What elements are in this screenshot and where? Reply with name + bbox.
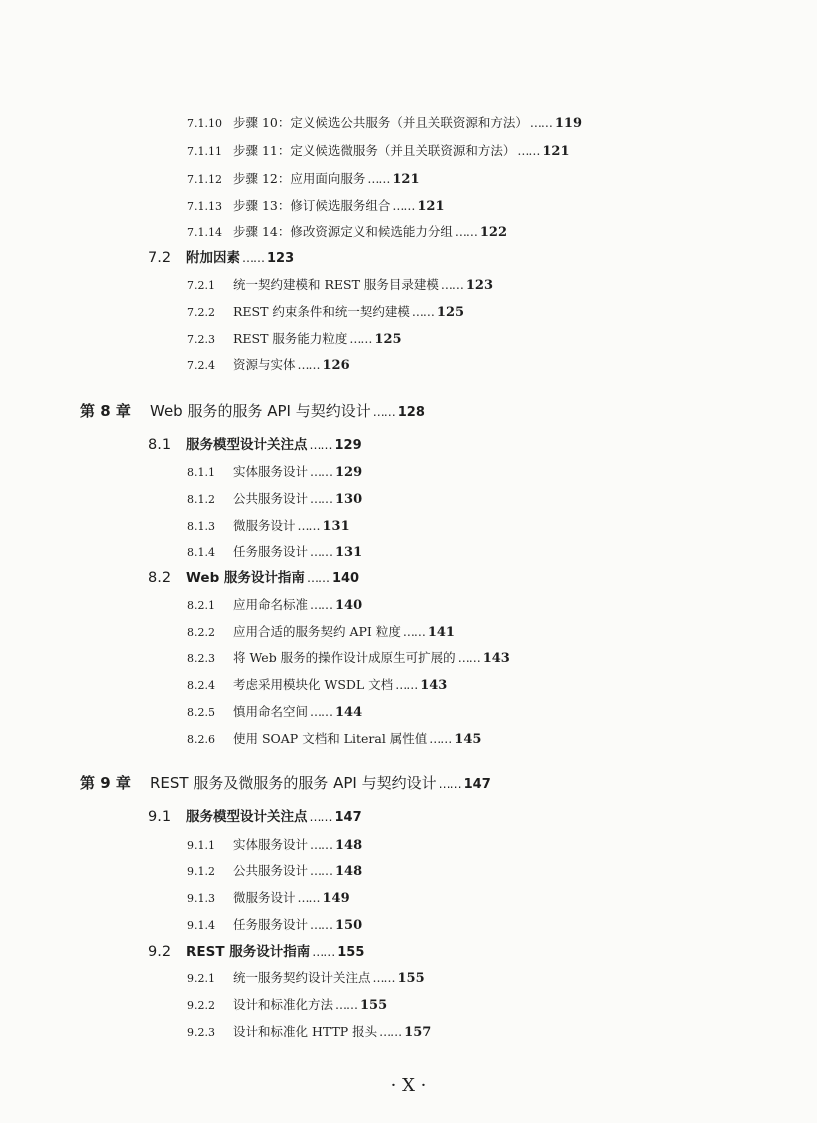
entry-title: 使用 SOAP 文档和 Literal 属性值 bbox=[233, 731, 428, 746]
entry-page: 129 bbox=[334, 438, 362, 453]
toc-entry[interactable] bbox=[187, 834, 362, 853]
dot-leader: …… bbox=[309, 438, 332, 452]
entry-number: 8.2.6 bbox=[187, 733, 215, 746]
dot-leader: …… bbox=[372, 405, 395, 419]
toc-entry[interactable] bbox=[187, 887, 350, 906]
entry-number: 8.1.3 bbox=[187, 520, 215, 533]
dot-leader: …… bbox=[392, 199, 415, 213]
entry-title: 实体服务设计 bbox=[233, 464, 309, 479]
entry-page: 155 bbox=[397, 971, 425, 986]
entry-title: 微服务设计 bbox=[233, 518, 296, 533]
entry-number: 9.1.1 bbox=[187, 839, 215, 852]
entry-number: 8.2.4 bbox=[187, 679, 215, 692]
entry-number: 9.2 bbox=[148, 944, 172, 960]
toc-entry[interactable] bbox=[148, 433, 362, 453]
dot-leader: …… bbox=[306, 571, 329, 585]
entry-page: 126 bbox=[322, 358, 350, 373]
toc-entry[interactable] bbox=[187, 488, 362, 507]
entry-title: 任务服务设计 bbox=[233, 544, 309, 559]
entry-number: 7.2 bbox=[148, 250, 172, 266]
chapter-page: 128 bbox=[397, 405, 425, 420]
entry-title: 步骤 10：定义候选公共服务（并且关联资源和方法） bbox=[233, 115, 528, 130]
entry-page: 150 bbox=[335, 918, 363, 933]
entry-number: 8.2.1 bbox=[187, 599, 215, 612]
entry-title: 任务服务设计 bbox=[233, 917, 309, 932]
entry-page: 157 bbox=[404, 1025, 432, 1040]
entry-title: 设计和标准化方法 bbox=[233, 997, 334, 1012]
toc-chapter[interactable] bbox=[80, 400, 425, 421]
toc-entry[interactable] bbox=[187, 701, 362, 720]
entry-title: 考虑采用模块化 WSDL 文档 bbox=[233, 677, 394, 692]
entry-title: 资源与实体 bbox=[233, 357, 296, 372]
entry-number: 9.2.2 bbox=[187, 999, 215, 1012]
dot-leader: …… bbox=[310, 838, 333, 852]
entry-title: 设计和标准化 HTTP 报头 bbox=[233, 1024, 378, 1039]
toc-entry[interactable] bbox=[187, 328, 402, 347]
entry-page: 147 bbox=[334, 810, 362, 825]
entry-page: 121 bbox=[417, 199, 445, 214]
chapter-number: 第 9 章 bbox=[80, 774, 131, 792]
dot-leader: …… bbox=[367, 172, 390, 186]
dot-leader: …… bbox=[454, 225, 477, 239]
chapter-number: 第 8 章 bbox=[80, 402, 131, 420]
entry-page: 148 bbox=[335, 864, 363, 879]
entry-number: 7.2.1 bbox=[187, 279, 215, 292]
toc-entry[interactable] bbox=[187, 1021, 431, 1040]
entry-page: 149 bbox=[322, 891, 350, 906]
entry-number: 8.1 bbox=[148, 437, 172, 453]
toc-entry[interactable] bbox=[187, 301, 464, 320]
toc-entry[interactable] bbox=[187, 168, 420, 187]
dot-leader: …… bbox=[429, 732, 452, 746]
entry-page: 130 bbox=[335, 492, 363, 507]
dot-leader: …… bbox=[411, 305, 434, 319]
entry-number: 7.1.14 bbox=[187, 226, 222, 239]
entry-page: 125 bbox=[374, 332, 402, 347]
entry-number: 9.1 bbox=[148, 809, 172, 825]
dot-leader: …… bbox=[297, 519, 320, 533]
entry-number: 8.2.2 bbox=[187, 626, 215, 639]
entry-page: 140 bbox=[335, 598, 363, 613]
entry-number: 9.1.2 bbox=[187, 865, 215, 878]
dot-leader: …… bbox=[310, 705, 333, 719]
toc-entry[interactable] bbox=[187, 515, 350, 534]
entry-number: 7.2.4 bbox=[187, 359, 215, 372]
dot-leader: …… bbox=[440, 278, 463, 292]
entry-title: 服务模型设计关注点 bbox=[186, 809, 308, 825]
dot-leader: …… bbox=[517, 144, 540, 158]
toc-entry[interactable] bbox=[187, 647, 510, 666]
dot-leader: …… bbox=[372, 971, 395, 985]
entry-page: 131 bbox=[322, 519, 350, 534]
dot-leader: …… bbox=[310, 492, 333, 506]
entry-page: 122 bbox=[479, 225, 508, 240]
dot-leader: …… bbox=[379, 1025, 402, 1039]
entry-title: 服务模型设计关注点 bbox=[186, 437, 308, 453]
entry-title: 统一服务契约设计关注点 bbox=[233, 970, 371, 985]
toc-entry[interactable] bbox=[187, 274, 493, 293]
entry-title: REST 服务能力粒度 bbox=[233, 331, 348, 346]
entry-page: 121 bbox=[542, 144, 570, 159]
entry-page: 155 bbox=[360, 998, 388, 1013]
entry-page: 123 bbox=[465, 278, 494, 293]
dot-leader: …… bbox=[529, 116, 552, 130]
toc-entry[interactable] bbox=[187, 541, 362, 560]
entry-title: 步骤 13：修订候选服务组合 bbox=[233, 198, 391, 213]
entry-page: 129 bbox=[335, 465, 363, 480]
entry-title: 统一契约建模和 REST 服务目录建模 bbox=[233, 277, 439, 292]
entry-number: 8.1.4 bbox=[187, 546, 215, 559]
page-number-footer: · X · bbox=[390, 1075, 427, 1096]
entry-number: 9.1.4 bbox=[187, 919, 215, 932]
entry-number: 9.2.3 bbox=[187, 1026, 215, 1039]
toc-entry[interactable] bbox=[187, 621, 455, 640]
entry-title: 公共服务设计 bbox=[233, 491, 309, 506]
entry-page: 125 bbox=[436, 305, 465, 320]
toc-entry[interactable] bbox=[148, 246, 294, 266]
dot-leader: …… bbox=[297, 358, 320, 372]
entry-page: 131 bbox=[335, 545, 363, 560]
chapter-page: 147 bbox=[463, 777, 491, 792]
toc-entry[interactable] bbox=[187, 112, 582, 131]
toc-entry[interactable] bbox=[187, 195, 445, 214]
dot-leader: …… bbox=[310, 864, 333, 878]
dot-leader: …… bbox=[310, 598, 333, 612]
entry-number: 8.1.2 bbox=[187, 493, 215, 506]
chapter-title: REST 服务及微服务的服务 API 与契约设计 bbox=[150, 774, 437, 792]
dot-leader: …… bbox=[438, 777, 461, 791]
dot-leader: …… bbox=[395, 678, 418, 692]
entry-title: 应用合适的服务契约 API 粒度 bbox=[233, 624, 401, 639]
toc-entry[interactable] bbox=[187, 140, 570, 159]
entry-page: 143 bbox=[482, 651, 510, 666]
entry-number: 8.2 bbox=[148, 570, 172, 586]
chapter-title: Web 服务的服务 API 与契约设计 bbox=[150, 402, 371, 420]
entry-number: 8.2.5 bbox=[187, 706, 215, 719]
entry-page: 123 bbox=[267, 251, 295, 266]
toc-entry[interactable] bbox=[187, 221, 507, 240]
entry-page: 148 bbox=[335, 838, 363, 853]
entry-number: 8.1.1 bbox=[187, 466, 215, 479]
dot-leader: …… bbox=[310, 465, 333, 479]
entry-number: 8.2.3 bbox=[187, 652, 215, 665]
entry-title: 步骤 12：应用面向服务 bbox=[233, 171, 366, 186]
entry-number: 7.1.13 bbox=[187, 200, 222, 213]
entry-number: 7.1.10 bbox=[187, 117, 222, 130]
entry-number: 9.2.1 bbox=[187, 972, 215, 985]
toc-entry[interactable] bbox=[187, 914, 362, 933]
entry-number: 7.1.11 bbox=[187, 145, 222, 158]
entry-title: 应用命名标准 bbox=[233, 597, 309, 612]
toc-entry[interactable] bbox=[187, 674, 447, 693]
entry-page: 119 bbox=[554, 116, 583, 131]
toc-entry[interactable] bbox=[187, 354, 350, 373]
entry-number: 7.1.12 bbox=[187, 173, 222, 186]
dot-leader: …… bbox=[310, 918, 333, 932]
toc-entry[interactable] bbox=[187, 994, 387, 1013]
entry-title: 实体服务设计 bbox=[233, 837, 309, 852]
entry-page: 141 bbox=[427, 625, 455, 640]
toc-entry[interactable] bbox=[187, 967, 425, 986]
entry-title: 步骤 14：修改资源定义和候选能力分组 bbox=[233, 224, 453, 239]
dot-leader: …… bbox=[309, 810, 332, 824]
dot-leader: …… bbox=[457, 651, 480, 665]
dot-leader: …… bbox=[242, 251, 264, 265]
entry-number: 7.2.3 bbox=[187, 333, 215, 346]
entry-page: 121 bbox=[392, 172, 420, 187]
toc-entry[interactable] bbox=[187, 860, 362, 879]
entry-title: REST 服务设计指南 bbox=[186, 944, 311, 960]
entry-title: 附加因素 bbox=[186, 250, 240, 266]
entry-title: 微服务设计 bbox=[233, 890, 296, 905]
entry-page: 144 bbox=[335, 705, 363, 720]
toc-entry[interactable] bbox=[187, 728, 481, 747]
entry-page: 143 bbox=[420, 678, 448, 693]
entry-page: 140 bbox=[331, 571, 360, 586]
dot-leader: …… bbox=[335, 998, 358, 1012]
entry-title: 公共服务设计 bbox=[233, 863, 309, 878]
entry-title: Web 服务设计指南 bbox=[186, 570, 305, 586]
entry-title: 慎用命名空间 bbox=[233, 704, 309, 719]
entry-page: 145 bbox=[454, 732, 482, 747]
toc-entry[interactable] bbox=[187, 461, 362, 480]
toc-entry[interactable] bbox=[148, 940, 364, 960]
entry-title: REST 约束条件和统一契约建模 bbox=[233, 304, 410, 319]
dot-leader: …… bbox=[312, 945, 335, 959]
dot-leader: …… bbox=[349, 332, 372, 346]
toc-entry[interactable] bbox=[187, 594, 362, 613]
entry-title: 步骤 11：定义候选微服务（并且关联资源和方法） bbox=[233, 143, 516, 158]
dot-leader: …… bbox=[310, 545, 333, 559]
entry-number: 7.2.2 bbox=[187, 306, 215, 319]
toc-entry[interactable] bbox=[148, 566, 359, 586]
entry-page: 155 bbox=[337, 945, 365, 960]
entry-number: 9.1.3 bbox=[187, 892, 215, 905]
dot-leader: …… bbox=[402, 625, 425, 639]
dot-leader: …… bbox=[297, 891, 320, 905]
entry-title: 将 Web 服务的操作设计成原生可扩展的 bbox=[233, 650, 456, 665]
toc-chapter[interactable] bbox=[80, 772, 491, 793]
toc-entry[interactable] bbox=[148, 805, 362, 825]
